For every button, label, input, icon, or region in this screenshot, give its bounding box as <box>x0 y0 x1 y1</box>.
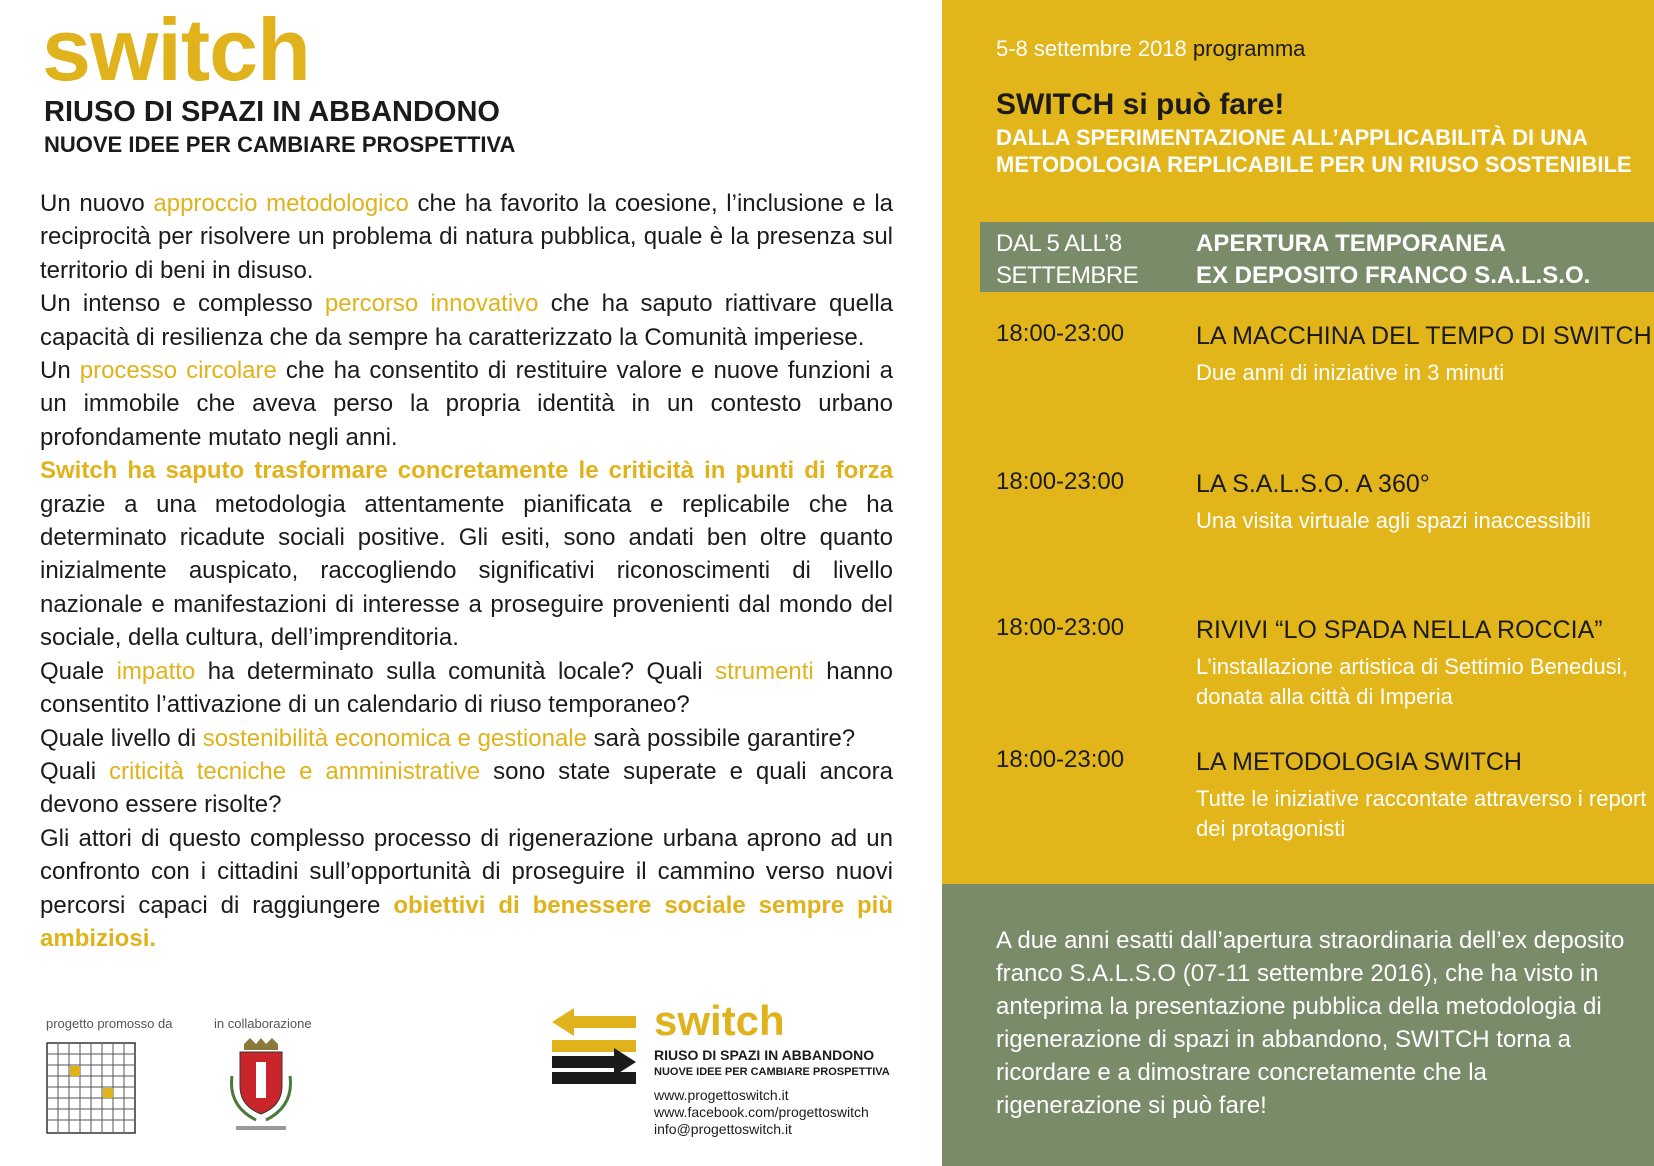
program-subtitle: DALLA SPERIMENTAZIONE ALL’APPLICABILITÀ DI UNA METODOLOGIA REPLICABILE PER UN RIUSO SOSTENIBILE <box>996 125 1632 177</box>
comune-imperia-crest <box>226 1036 296 1136</box>
event-header-bar <box>980 222 1654 292</box>
highlight: processo circolare <box>79 357 277 385</box>
event-venue: APERTURA TEMPORANEA EX DEPOSITO FRANCO S.A.L.S.O. <box>1196 230 1591 289</box>
item-description: Tutte le iniziative raccontate attraverso i report dei protagonisti <box>1196 786 1647 841</box>
event-dates: DAL 5 ALL’8 SETTEMBRE <box>996 230 1139 289</box>
highlight: sostenibilità economica e gestionale <box>202 724 587 752</box>
brand-tagline: NUOVE IDEE PER CAMBIARE PROSPETTIVA <box>44 132 516 157</box>
switch-logo-subtitle: RIUSO DI SPAZI IN ABBANDONO <box>654 1047 875 1063</box>
item-title: LA METODOLOGIA SWITCH <box>1196 748 1522 776</box>
brand-title: switch <box>42 0 310 99</box>
highlight: obiettivi di benessere sociale sempre più ambiziosi. <box>40 891 893 952</box>
website-link[interactable]: www.progettoswitch.it <box>654 1087 789 1103</box>
email-link[interactable]: info@progettoswitch.it <box>654 1121 792 1137</box>
intro-text: Un nuovo approccio metodologico che ha favorito la coesione, l’inclusione e la reciprocità per risolvere un problema di natura pubblica, quale è la presenza sul territorio di beni in disuso. Un intenso e complesso percorso innovativo che ha saputo riattivare quella capacità di resilienza che da sempre ha caratterizzato la Comunità imperiese. Un processo circolare che ha consentito di restituire valore e nuove funzioni a un immobile che aveva perso la propria identità in un contesto urbano profondamente mutato negli anni. Switch ha saputo trasformare concretamente le criticità in punti di forza grazie a una metodologia attentamente pianificata e replicabile che ha determinato ricadute sociali positive. Gli esiti, sono andati ben oltre quanto inizialmente auspicato, raccogliendo significativi riconoscimenti di livello nazionale e manifestazioni di interesse a proseguire provenienti dal mondo del sociale, della cultura, dell’imprenditoria. Quale impatto ha determinato sulla comunità locale? Quali strumenti hanno consentito l’attivazione di un calendario di riuso temporaneo? Quale livello di sostenibilità economica e gestionale sarà possibile garantire? Quali criticità tecniche e amministrative sono state superate e quali ancora devono essere risolte? Gli attori di questo complesso processo di rigenerazione urbana aprono ad un confronto con i cittadini sull’opportunità di proseguire il cammino verso nuovi percorsi capaci di raggiungere obiettivi di benessere sociale sempre più ambiziosi. <box>40 190 894 952</box>
item-title: LA S.A.L.S.O. A 360° <box>1196 470 1430 498</box>
item-time: 18:00-23:00 <box>996 468 1125 495</box>
program-title: SWITCH si può fare! <box>996 88 1285 121</box>
highlight: percorso innovativo <box>324 290 539 318</box>
program-panel <box>942 0 1654 1166</box>
highlight: approccio metodologico <box>153 190 409 217</box>
highlight: strumenti <box>715 657 814 685</box>
brand-subtitle: RIUSO DI SPAZI IN ABBANDONO <box>44 96 500 128</box>
collaboration-label: in collaborazione <box>214 1016 312 1031</box>
facebook-link[interactable]: www.facebook.com/progettoswitch <box>654 1104 869 1120</box>
item-time: 18:00-23:00 <box>996 320 1125 347</box>
switch-logo-word: switch <box>654 997 785 1044</box>
highlight: criticità tecniche e amministrative <box>109 757 481 785</box>
highlight: impatto <box>116 657 196 685</box>
item-description: Una visita virtuale agli spazi inaccessibili <box>1196 508 1591 533</box>
switch-logo-tagline: NUOVE IDEE PER CAMBIARE PROSPETTIVA <box>654 1066 890 1078</box>
item-description: Due anni di iniziative in 3 minuti <box>1196 360 1505 385</box>
closing-text: A due anni esatti dall’apertura straordinaria dell’ex deposito franco S.A.L.S.O (07-11 settembre 2016), che ha visto in anteprima la presentazione pubblica della metodologia di rigenerazione di spazi in abbandono, SWITCH torna a ricordare e a dimostrare concretamente che la rigenerazione si può fare! <box>996 927 1625 1119</box>
highlight: Switch ha saputo trasformare concretamente le criticità in punti di forza <box>40 457 893 485</box>
switch-arrows-icon <box>552 1008 636 1086</box>
item-description: L’installazione artistica di Settimio Benedusi, donata alla città di Imperia <box>1196 654 1628 709</box>
closing-note <box>942 884 1654 1166</box>
item-title: RIVIVI “LO SPADA NELLA ROCCIA” <box>1196 616 1603 644</box>
ordine-architetti-logo <box>46 1042 136 1134</box>
promoter-label: progetto promosso da <box>46 1016 173 1031</box>
item-title: LA MACCHINA DEL TEMPO DI SWITCH <box>1196 322 1652 350</box>
item-time: 18:00-23:00 <box>996 746 1125 773</box>
program-date: 5-8 settembre 2018 programma <box>996 36 1306 61</box>
item-time: 18:00-23:00 <box>996 614 1125 641</box>
